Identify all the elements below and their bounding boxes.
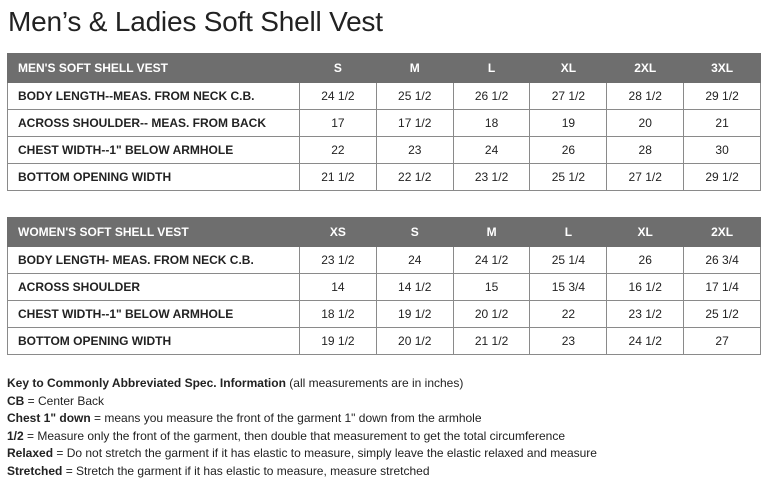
table-cell: 27 xyxy=(684,328,761,355)
row-label: BODY LENGTH--MEAS. FROM NECK C.B. xyxy=(8,83,300,110)
abbreviation-key xyxy=(7,375,597,481)
table-cell: 15 3/4 xyxy=(530,274,607,301)
table-cell: 22 1/2 xyxy=(376,164,453,191)
table-cell: 21 1/2 xyxy=(453,328,530,355)
row-label: BODY LENGTH- MEAS. FROM NECK C.B. xyxy=(8,247,300,274)
key-heading-line xyxy=(7,375,597,393)
table-row xyxy=(8,301,761,328)
table-cell: 20 1/2 xyxy=(453,301,530,328)
key-term: Stretched xyxy=(7,463,63,478)
size-header: S xyxy=(300,54,377,83)
table-cell: 19 xyxy=(530,110,607,137)
key-term: Chest 1" down xyxy=(7,411,91,426)
table-cell: 19 1/2 xyxy=(376,301,453,328)
table-row xyxy=(8,328,761,355)
table-cell: 28 1/2 xyxy=(607,83,684,110)
table-cell: 25 1/2 xyxy=(684,301,761,328)
row-label: ACROSS SHOULDER-- MEAS. FROM BACK xyxy=(8,110,300,137)
table-cell: 18 1/2 xyxy=(300,301,377,328)
size-header: 2XL xyxy=(684,218,761,247)
table-cell: 18 xyxy=(453,110,530,137)
table-cell: 19 1/2 xyxy=(300,328,377,355)
table-cell: 14 1/2 xyxy=(376,274,453,301)
table-cell: 21 1/2 xyxy=(300,164,377,191)
page-title: Men’s & Ladies Soft Shell Vest xyxy=(8,6,383,37)
row-label: ACROSS SHOULDER xyxy=(8,274,300,301)
table-cell: 17 1/2 xyxy=(376,110,453,137)
table-cell: 23 1/2 xyxy=(300,247,377,274)
table-cell: 16 1/2 xyxy=(607,274,684,301)
size-header: XL xyxy=(530,54,607,83)
table-cell: 23 xyxy=(376,137,453,164)
size-header: 3XL xyxy=(684,54,761,83)
key-definition: = Center Back xyxy=(24,393,105,408)
key-definition: = Do not stretch the garment if it has elastic to measure, simply leave the elastic relaxed and measure xyxy=(53,446,597,461)
table-header-label: WOMEN'S SOFT SHELL VEST xyxy=(8,218,300,247)
table-cell: 17 1/4 xyxy=(684,274,761,301)
table-row xyxy=(8,137,761,164)
table-row xyxy=(8,110,761,137)
key-heading-note: (all measurements are in inches) xyxy=(285,376,464,390)
table-cell: 23 xyxy=(530,328,607,355)
table-cell: 27 1/2 xyxy=(530,83,607,110)
table-header-label: MEN'S SOFT SHELL VEST xyxy=(8,54,300,83)
key-heading: Key to Commonly Abbreviated Spec. Information xyxy=(7,376,286,390)
table-cell: 24 1/2 xyxy=(300,83,377,110)
table-cell: 24 1/2 xyxy=(453,247,530,274)
table-cell: 25 1/2 xyxy=(530,164,607,191)
table-row xyxy=(8,274,761,301)
row-label: CHEST WIDTH--1" BELOW ARMHOLE xyxy=(8,137,300,164)
size-header: L xyxy=(453,54,530,83)
table-cell: 24 xyxy=(453,137,530,164)
table-cell: 25 1/2 xyxy=(376,83,453,110)
table-cell: 20 1/2 xyxy=(376,328,453,355)
row-label: CHEST WIDTH--1" BELOW ARMHOLE xyxy=(8,301,300,328)
womens-size-table xyxy=(7,217,761,355)
table-cell: 28 xyxy=(607,137,684,164)
table-cell: 26 1/2 xyxy=(453,83,530,110)
key-term: Relaxed xyxy=(7,446,54,461)
key-item xyxy=(7,393,597,411)
size-header: XL xyxy=(607,218,684,247)
size-header: 2XL xyxy=(607,54,684,83)
size-header: S xyxy=(376,218,453,247)
key-definition: = Stretch the garment if it has elastic to measure, measure stretched xyxy=(62,463,430,478)
key-definition: = Measure only the front of the garment, then double that measurement to get the total circumference xyxy=(23,428,565,443)
table-row xyxy=(8,247,761,274)
key-item xyxy=(7,428,597,446)
table-cell: 21 xyxy=(684,110,761,137)
table-cell: 30 xyxy=(684,137,761,164)
mens-size-table xyxy=(7,53,761,191)
row-label: BOTTOM OPENING WIDTH xyxy=(8,328,300,355)
table-cell: 25 1/4 xyxy=(530,247,607,274)
table-cell: 29 1/2 xyxy=(684,164,761,191)
size-header: M xyxy=(376,54,453,83)
table-row xyxy=(8,164,761,191)
size-header: L xyxy=(530,218,607,247)
table-cell: 20 xyxy=(607,110,684,137)
row-label: BOTTOM OPENING WIDTH xyxy=(8,164,300,191)
table-cell: 15 xyxy=(453,274,530,301)
table-cell: 22 xyxy=(530,301,607,328)
table-cell: 22 xyxy=(300,137,377,164)
key-item xyxy=(7,445,597,463)
table-cell: 23 1/2 xyxy=(607,301,684,328)
key-term: CB xyxy=(7,393,25,408)
table-cell: 17 xyxy=(300,110,377,137)
table-cell: 24 xyxy=(376,247,453,274)
table-cell: 14 xyxy=(300,274,377,301)
table-cell: 29 1/2 xyxy=(684,83,761,110)
key-item xyxy=(7,463,597,481)
key-term: 1/2 xyxy=(7,428,24,443)
key-definition: = means you measure the front of the garment 1" down from the armhole xyxy=(90,411,482,426)
table-cell: 23 1/2 xyxy=(453,164,530,191)
table-cell: 24 1/2 xyxy=(607,328,684,355)
table-cell: 26 xyxy=(607,247,684,274)
table-header-row xyxy=(8,54,761,83)
table-cell: 26 3/4 xyxy=(684,247,761,274)
table-header-row xyxy=(8,218,761,247)
key-item xyxy=(7,410,597,428)
size-header: M xyxy=(453,218,530,247)
table-row xyxy=(8,83,761,110)
table-cell: 27 1/2 xyxy=(607,164,684,191)
size-header: XS xyxy=(300,218,377,247)
table-cell: 26 xyxy=(530,137,607,164)
